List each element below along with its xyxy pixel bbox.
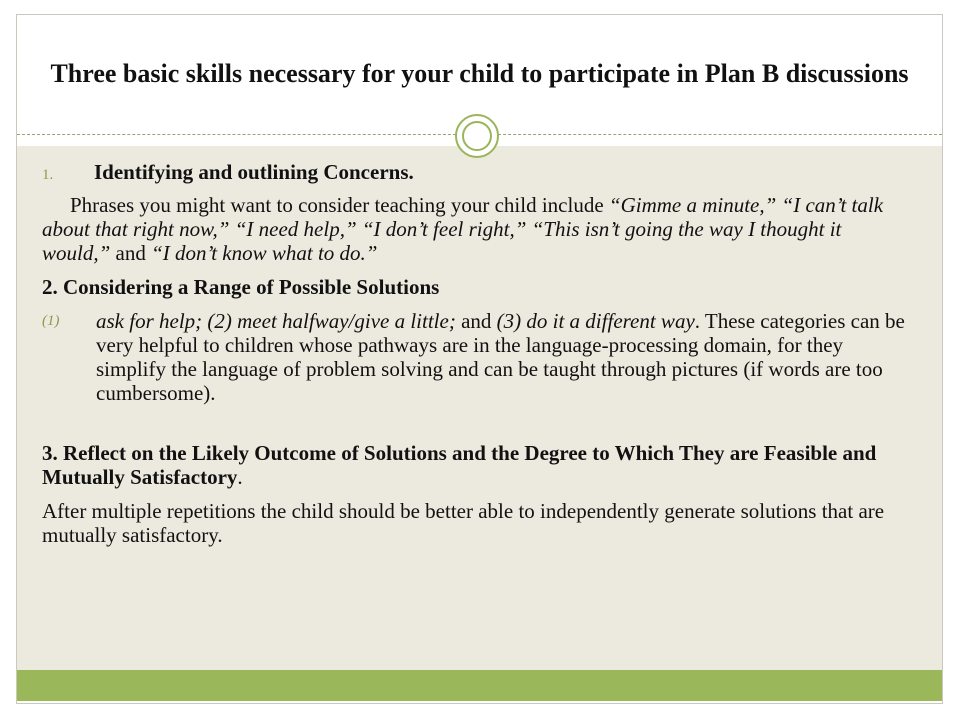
item-1-phrases: “Gimme a minute,” “I can’t talk about that right now,” “I need help,” “I don’t feel right,” “This isn’t going the way I thought it would,” <box>42 193 884 265</box>
item-2-option-1: ask for help; (2) meet halfway/give a little; <box>96 309 456 333</box>
item-2-rest: . These categories can be very helpful to children whose pathways are in the language-processing domain, for they simplify the language of problem solving and can be taught through pictures (if words are too cumbersome). <box>96 309 905 405</box>
item-1-paragraph <box>42 193 912 265</box>
slide-content <box>42 160 912 547</box>
item-1-number: 1. <box>42 167 54 183</box>
item-3-paragraph: After multiple repetitions the child should be better able to independently generate solutions that are mutually satisfactory. <box>42 499 885 547</box>
item-1-heading-text: Identifying and outlining Concerns. <box>94 160 414 184</box>
circle-ornament-icon <box>455 114 499 158</box>
circle-ornament-inner <box>462 121 492 151</box>
item-1-conj: and <box>110 241 152 265</box>
item-2-heading: 2. Considering a Range of Possible Solutions <box>42 275 440 299</box>
item-2-option-3: (3) do it a different way <box>496 309 695 333</box>
item-3-heading <box>42 441 912 489</box>
item-1-last-phrase: “I don’t know what to do.” <box>151 241 378 265</box>
item-3-heading-text: 3. Reflect on the Likely Outcome of Solutions and the Degree to Which They are Feasible and Mutually Satisfactory <box>42 441 877 489</box>
item-2-sub-number: (1) <box>42 313 60 329</box>
item-1-intro: Phrases you might want to consider teaching your child include <box>70 193 609 217</box>
item-2-paragraph <box>42 309 912 405</box>
item-2-conj: and <box>455 309 497 333</box>
slide-title: Three basic skills necessary for your child to participate in Plan B discussions <box>50 59 909 88</box>
item-1-heading <box>42 160 912 187</box>
item-3-heading-end: . <box>237 465 243 489</box>
footer-bar <box>17 670 942 701</box>
